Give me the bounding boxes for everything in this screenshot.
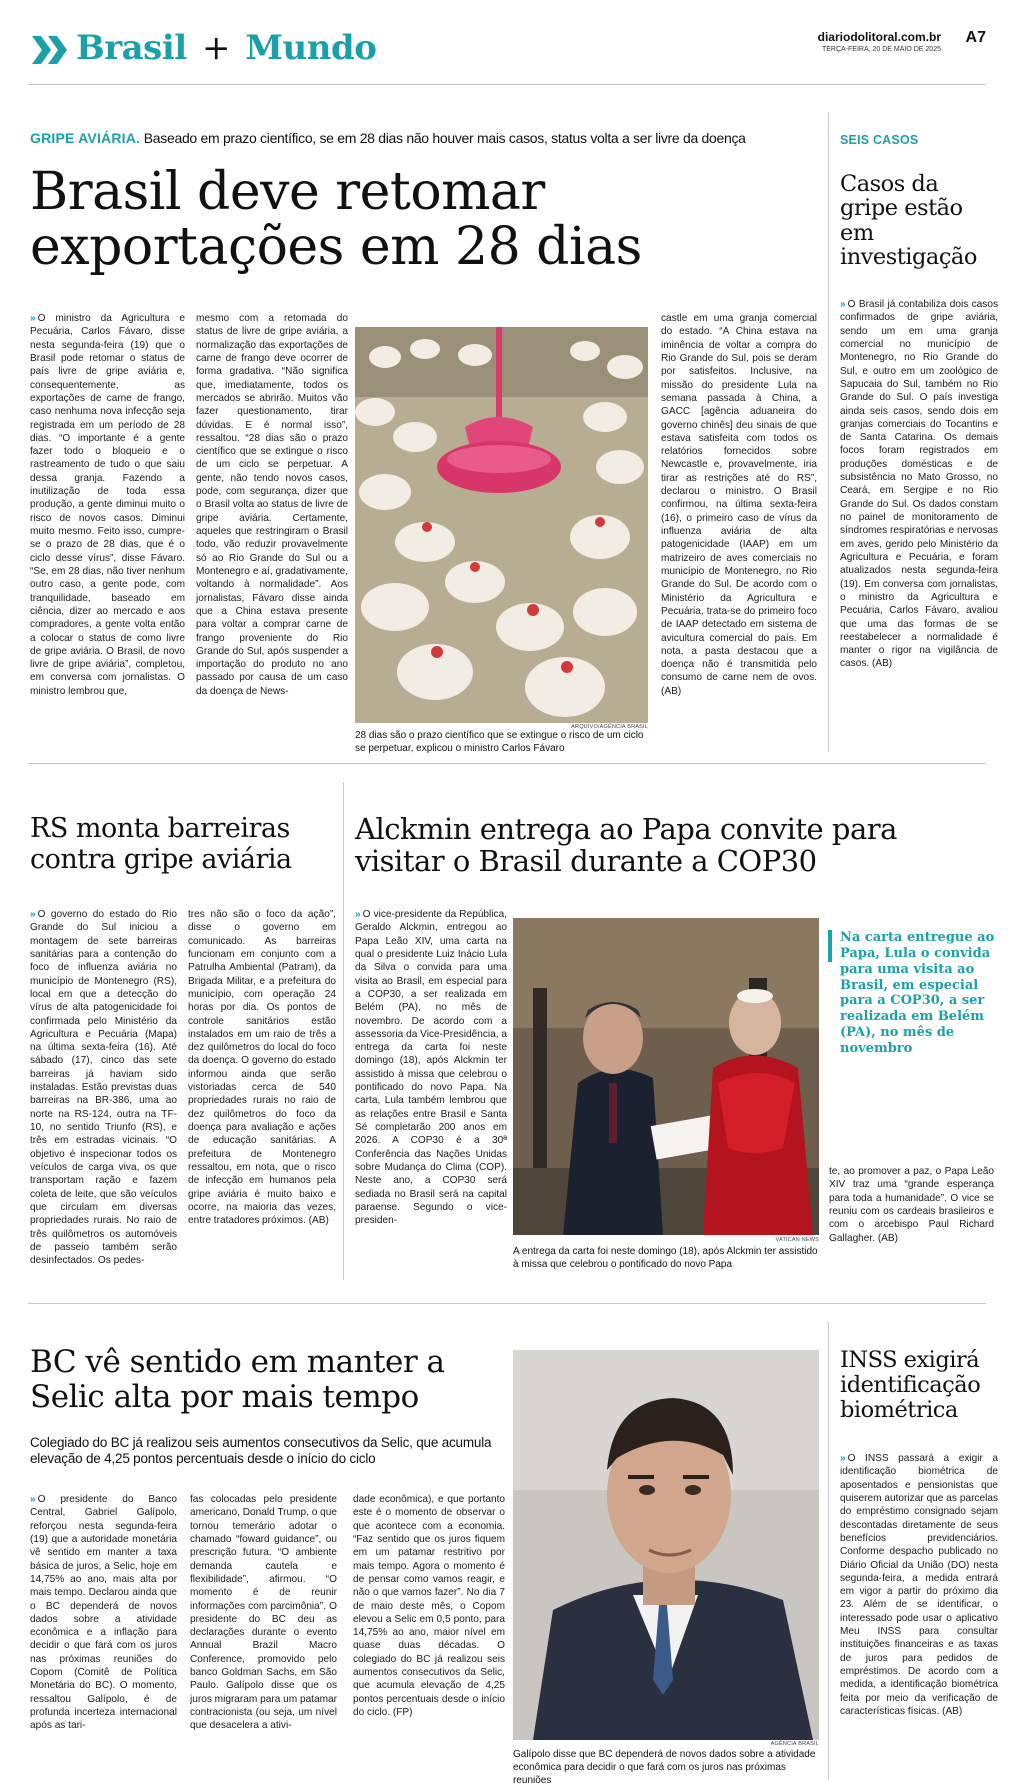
site-url[interactable]: diariodolitoral.com.br [817,30,941,44]
bc-story-text-2: fas colocadas pelo presidente americano, Donald Trump, o que tornou temerário adotar o chamado “foward guidance”, ou prescrição futura. “O ambiente demanda cautela e flexibilidade”, afirmou. “O momento é de reunir informações com parcimônia”. O presidente do BC deu as declarações durante o evento Annual Brazil Macro Conference, promovido pelo banco Goldman Sachs, em São Paulo. Galípolo disse que os juros migraram para um patamar contracionista (ou seja, um nível que desacelera a ativi- [190,1494,337,1732]
main-story-headline [30,162,820,277]
main-story-col-1 [30,312,185,737]
page-number: A7 [965,29,986,46]
bc-story-text-1: O presidente do Banco Central, Gabriel Galípolo, reforçou nesta segunda-feira (19) que a autoridade monetária vê sentido em manter a taxa básica de juros, a Selic, hoje em 14,75% ao ano, mais alta por mais tempo. Declarou ainda que o BC dependerá de novos dados sobre a atividade econômica e a inflação para decidir o que fará com os juros nas próximas reuniões do Copom (Comitê de Política Monetária do BC). O momento, ressaltou Galípolo, é de profunda incerteza internacional após as tari- [30,1494,177,1732]
inss-story-text [840,1452,998,1767]
rs-story-headline: RS monta barreiras contra gripe aviária [30,813,292,876]
rs-story-text-1: O governo do estado do Rio Grande do Sul iniciou a montagem de sete barreiras sanitárias para a contenção do foco de influenza aviária no município de Montenegro (RS), local em que a detecção do vírus de alta patogenicidade foi confirmada pelo Ministério da Agricultura e Pecuária (Mapa) na última sexta-feira (16). Até sábado (17), cinco das sete barreiras já haviam sido instaladas. Estão previstas duas barreiras na BR-386, uma ao norte na RS-124, outra na TF-10, no sentido Triunfo (RS), e três em estradas vicinais. “O objetivo é inspecionar todos os veículos de carga viva, os que transportam ração e fazem coleta de leite, que são veículos que circulam em diversas propriedades rurais. No raio de três quilômetros os automóveis de passeio também serão desinfectados. Os pedes- [30,909,177,1267]
pullquote-text: Na carta entregue ao Papa, Lula o convida para uma visita ao Brasil, em especial para a COP30, a ser realizada em Belém (PA), no mês de novembro [840,930,995,1057]
section-rule-1 [28,763,986,764]
section-title-mundo: Mundo [245,28,377,68]
pope-story-photo-credit: VATICAN NEWS [775,1237,819,1243]
section-plus: + [202,28,230,68]
edition-date: TERÇA-FEIRA, 20 DE MAIO DE 2025 [821,46,941,53]
rs-story-col-2 [188,908,336,1277]
masthead [28,28,986,78]
lead-arrow-icon: » [355,909,361,920]
bc-story-subhead: Colegiado do BC já realizou seis aumentos consecutivos da Selic, que acumula elevação de 4,25 pontos percentuais desde o início do ciclo [30,1435,492,1467]
rs-story-text-2: tres não são o foco da ação”, disse o governo em comunicado. As barreiras funcionam em conjunto com a Patrulha Ambiental (Patram), da Brigada Militar, e a prefeitura do município, com operação 24 horas por dia. Os pontos de controle sanitários estão instalados em um raio de três a dez quilômetros do local do foco da doença. O governo do estado informou ainda que serão vistoriadas cerca de 540 propriedades rurais no raio de dez quilômetros do foco da doença para avaliação e ações de educação sanitárias. A prefeitura de Montenegro ressaltou, em nota, que o risco de infecção em humanos pela gripe aviária é muito baixo e ocorre, na maioria das vezes, entre tratadores próximos. (AB) [188,909,336,1227]
sidebar-text [840,298,998,746]
main-story-text-2: mesmo com a retomada do status de livre de gripe aviária, a normalização das exportações de carne de frango deve ocorrer de forma gradativa. “Não significa que, imediatamente, todos os mercados se abrirão. Muitos vão fazer questionamento, tirar dúvidas. E é normal isso”, ressaltou. “28 dias são o prazo científico que se extingue o risco de um ciclo se perpetuar. A gente, não tendo novos casos, pode, com segurança, dizer que o Brasil volta ao status de livre de gripe aviária. Certamente, aqueles que restringiram o Brasil todo, vão reduzir provavelmente só ao Rio Grande do Sul ou a Montenegro e aí, gradativamente, voltando à normalidade”. Aos jornalistas, Fávaro disse ainda que a China estava presente para voltar a comprar carne de frango proveniente do Rio Grande do Sul, após suspender a importação do produto no ano passado por causa de um caso da doença de News- [196,313,348,697]
pope-story-col-1 [355,908,507,1278]
bc-story-col-2 [190,1493,337,1773]
headline-line-1: Brasil deve retomar [30,162,545,222]
sidebar-divider [828,112,829,752]
section-rule-2 [28,1303,986,1304]
main-story-text-1: O ministro da Agricultura e Pecuária, Carlos Fávaro, disse nesta segunda-feira (19) que o Brasil pode retomar o status de país livre de gripe aviária e, consequentemente, as exportações de carne de frango, caso nenhuma nova infecção seja registrada em um período de 28 dias. “O importante é a gente fazer todo o bloqueio e o rastreamento de tudo o que saiu dessa granja. Fazendo a inutilização de toda essa produção, a gente diminui muito o risco de novos casos. Diminui muito mesmo. Feito isso, cumpre-se o prazo de 28 dias, que é o ciclo desse vírus”, disse Fávaro. “Se, em 28 dias, não tiver nenhum outro caso, a gente pode, com tranquilidade, baseado em ciência, dizer ao mercado e aos compradores, a gente volta então a colocar o status de como livre de gripe aviária. O Brasil, de novo livre de gripe aviária”, completou, em conversa com jornalistas. O ministro lembrou que, [30,313,185,697]
pope-story-text-1: O vice-presidente da República, Geraldo Alckmin, entregou ao Papa Leão XIV, uma carta na qual o presidente Luiz Inácio Lula da Silva o convida para uma visita ao Brasil, em especial para a COP30, a ser realizada em Belém (PA), no mês de novembro. De acordo com a assessoria da Vice-Presidência, a entrega da carta foi neste domingo (18), após Alckmin ter assistido à missa que celebrou o pontificado do novo Papa. Na carta, Lula também lembrou que as relações entre Brasil e Santa Sé completarão 200 anos em 2026. A COP30 é a 30ª Conferência das Nações Unidas sobre Mudança do Clima (COP). Neste ano, a COP30 será sediada no Brasil será na capital paraense. Segundo o vice-presiden- [355,909,507,1227]
pope-story-col-3 [829,1165,994,1273]
alckmin-pope-image [513,918,819,1235]
inss-story-headline: INSS exigirá identificação biométrica [840,1347,981,1424]
chicken-farm-image [355,327,648,723]
main-story-kicker: GRIPE AVIÁRIA. [30,130,141,146]
main-story-caption: 28 dias são o prazo científico que se extingue o risco de um ciclo se perpetuar, explicou o ministro Carlos Fávaro [355,730,644,754]
pope-story-headline: Alckmin entrega ao Papa convite para visitar o Brasil durante a COP30 [355,812,897,879]
bc-story-col-1 [30,1493,177,1773]
main-story-text-3: castle em uma granja comercial do estado. “A China estava na iminência de voltar a compra do Rio Grande do Sul, pois se deram por satisfeitos. Inclusive, na missão do presidente Lula na semana passada à China, a GACC [agência aduaneira do governo chinês] deu sinais de que estava satisfeita com todos os relatórios fornecidos sobre Newcastle e, provavelmente, iria tirar as restrições até do RS”, declarou o ministro. O Brasil confirmou, na última sexta-feira (16), o primeiro caso de vírus da influenza aviária de alta patogenicidade (IAAP) em um matrizeiro de aves comerciais no município de Montenegro, no Rio Grande do Sul. De acordo com o Ministério da Agricultura e Pecuária, trata-se do primeiro foco de IAAP detectado em sistema de avicultura comercial do país. Em nota, a pasta destacou que a doença não é transmitida pelo consumo de carne nem de ovos. (AB) [661,313,817,697]
lead-arrow-icon: » [840,299,846,310]
main-story-subhead-line [30,130,820,146]
headline-line-2: exportações em 28 dias [30,216,642,277]
lead-arrow-icon: » [840,1453,846,1464]
bc-story-col-3 [353,1493,505,1773]
lead-arrow-icon: » [30,909,36,920]
main-story-col-3 [661,312,817,749]
section-title-brasil: Brasil [76,28,187,68]
bc-story-photo-credit: AGÊNCIA BRASIL [770,1741,819,1747]
bc-story-headline: BC vê sentido em manter a Selic alta por mais tempo [30,1344,445,1416]
quote-bar [828,930,832,962]
lead-arrow-icon: » [30,1494,36,1505]
lead-arrow-icon: » [30,313,36,324]
main-story-photo-credit: ARQUIVO/AGÊNCIA BRASIL [571,724,648,730]
masthead-rule [28,84,986,85]
main-story-photo [355,327,648,723]
bc-story-photo [513,1350,819,1740]
double-chevron-icon [32,34,72,66]
main-story-col-2 [196,312,348,737]
sidebar-headline: Casos da gripe estão em investigação [840,171,977,270]
pope-story-text-3: te, ao promover a paz, o Papa Leão XIV traz uma “grande esperança para toda a humanidade”. O vice se reuniu com os cardeais brasileiros e com o arcebispo Paul Richard Gallagher. (AB) [829,1166,994,1244]
pope-story-caption: A entrega da carta foi neste domingo (18), após Alckmin ter assistido à missa que celebrou o pontificado do novo Papa [513,1246,818,1270]
bc-story-caption: Galípolo disse que BC dependerá de novos dados sobre a atividade econômica para decidir o que fará com os juros nas próximas reuniões [513,1749,816,1786]
galipolo-portrait-image [513,1350,819,1740]
bc-story-text-3: dade econômica), e que portanto este é o momento de observar o que acontece com a economia. “Faz sentido que os juros fiquem em um patamar restritivo por mais tempo. Agora o momento é de pensar como vamos reagir, e não o que vamos fazer”. No dia 7 de maio deste mês, o Copom elevou a Selic em 0,5 ponto, para 14,75% ao ano, maior nível em quase duas décadas. O colegiado do BC já realizou seis aumentos consecutivos da Selic, que acumula elevação de 4,25 pontos percentuais desde o início do ciclo. (FP) [353,1494,505,1718]
main-story-subhead: Baseado em prazo científico, se em 28 dias não houver mais casos, status volta a ser livre da doença [143,130,746,146]
bc-inss-divider [828,1322,829,1780]
sidebar-body: O Brasil já contabiliza dois casos confirmados de gripe aviária, sendo um em uma granja comercial no município de Montenegro, no Rio Grande do Sul, e outro em um zoológico de Sapucaia do Sul, também no Rio Grande do Sul. O país investiga ainda seis casos, sendo dois em granjas comerciais do Tocantins e de Santa Catarina. Os demais focos foram registrados em produções domésticas e de subsistência no Mato Grosso, no Ceará, em Sergipe e no Rio Grande do Sul. Os dados constam no painel de monitoramento de síndromes respiratórias e nervosas em aves, gerido pelo Ministério da Agricultura e Pecuária, e foram atualizados nesta segunda-feira (19). Em conversa com jornalistas, o ministro da Agricultura e Pecuária, Carlos Fávaro, avaliou que uma das formas de se reestabelecer a normalidade é manter o rigor na vigilância de casos. (AB) [840,299,998,670]
rs-story-col-1 [30,908,177,1277]
pope-story-pullquote [828,930,998,1057]
rs-pope-divider [343,782,344,1280]
inss-story-body: O INSS passará a exigir a identificação biométrica de aposentados e pensionistas que quiserem autorizar que as parcelas do empréstimo consignado sejam descontadas diretamente de seus benefícios previdenciários. Conforme despacho publicado no Diário Oficial da União (DO) nesta segunda-feira, a medida entrará em vigor a partir do próximo dia 23. Além de se identificar, o interessado pode usar o aplicativo Meu INSS para consultar instituições financeiras e as taxas de juros para pedidos de empréstimos. De acordo com a medida, a identificação biométrica feita por meio da verificação de características físicas. (AB) [840,1453,998,1717]
sidebar-kicker: SEIS CASOS [840,133,919,147]
pope-story-photo [513,918,819,1235]
